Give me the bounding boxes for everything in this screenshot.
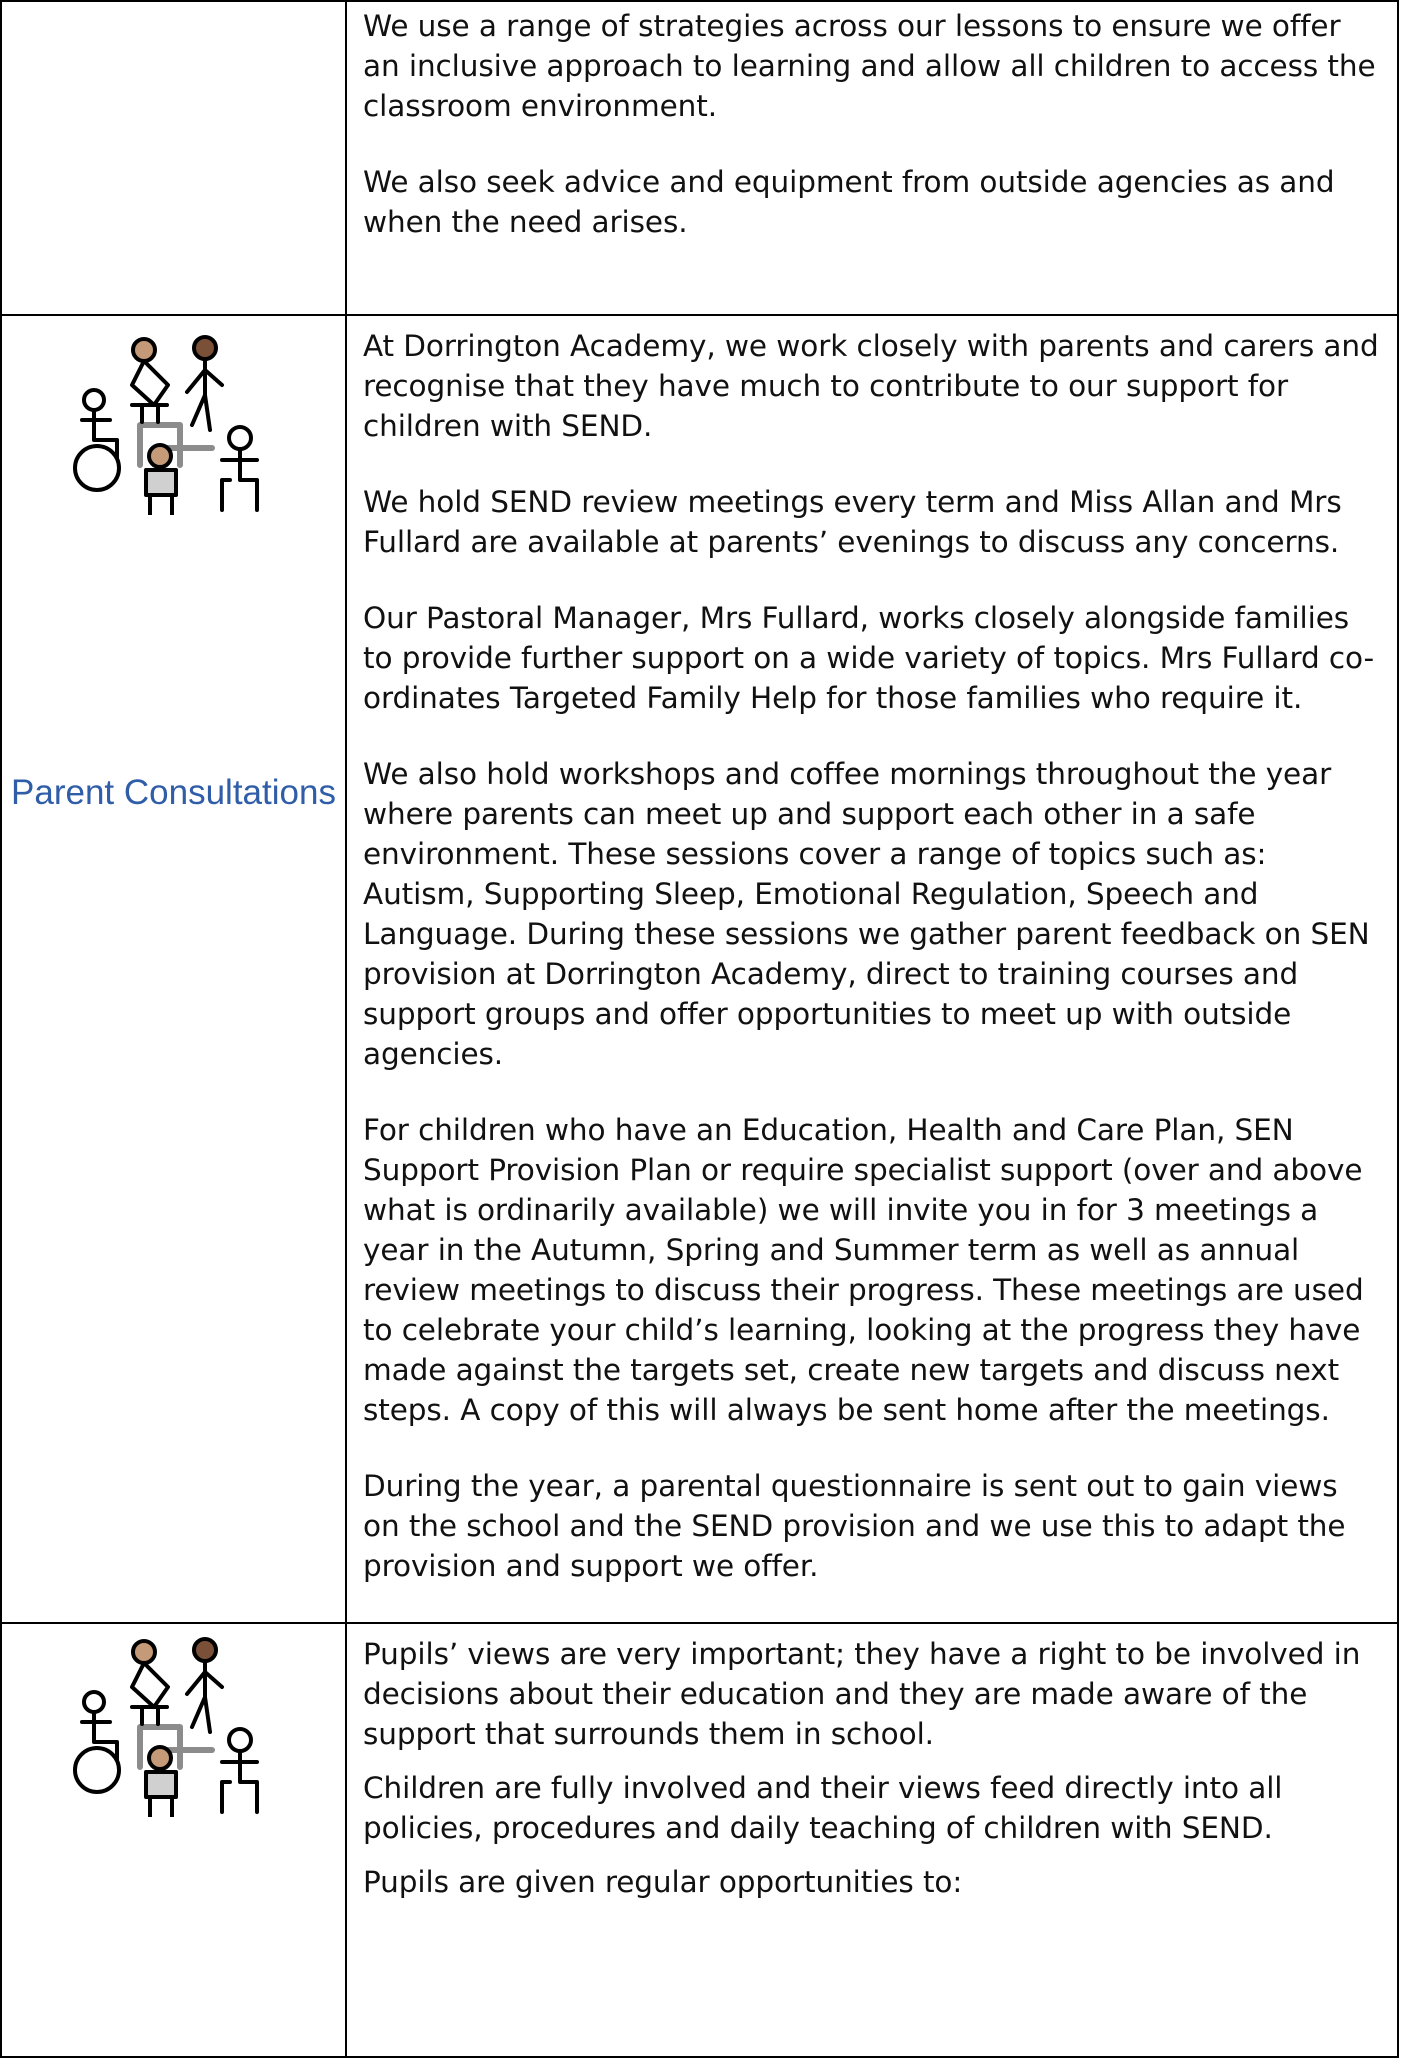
paragraph: We also seek advice and equipment from outside agencies as and when the need arises. <box>363 165 1335 239</box>
row-content-cell <box>346 1623 1398 2057</box>
paragraph: We use a range of strategies across our lessons to ensure we offer an inclusive approach to learning and allow all children to access the classroom environment. <box>363 9 1376 123</box>
row-content-cell <box>346 1 1398 315</box>
table-row-inclusive-strategies <box>1 1 1398 315</box>
table-row-parent-consultations <box>1 315 1398 1623</box>
section-label-parent-consultations: Parent Consultations <box>11 773 336 812</box>
group-meeting-icon <box>72 330 277 515</box>
paragraph: Children are fully involved and their views feed directly into all policies, procedures and daily teaching of children with SEND. <box>363 1771 1283 1845</box>
paragraph: At Dorrington Academy, we work closely with parents and carers and recognise that they have much to contribute to our support for children with SEND. <box>363 329 1379 443</box>
paragraph: During the year, a parental questionnaire is sent out to gain views on the school and the SEND provision and we use this to adapt the provision and support we offer. <box>363 1469 1346 1583</box>
paragraph: Pupils are given regular opportunities to: <box>363 1865 963 1899</box>
paragraph: We also hold workshops and coffee mornings throughout the year where parents can meet up and support each other in a safe environment. These sessions cover a range of topics such as: Autism, Supporting Sleep, Emotional Regulation, Speech and Language. During these sessions we gather parent feedback on SEN provision at Dorrington Academy, direct to training courses and support groups and offer opportunities to meet up with outside agencies. <box>363 757 1370 1071</box>
paragraph: Pupils’ views are very important; they have a right to be involved in decisions about their education and they are made aware of the support that surrounds them in school. <box>363 1637 1361 1751</box>
paragraph: For children who have an Education, Health and Care Plan, SEN Support Provision Plan or require specialist support (over and above what is ordinarily available) we will invite you in for 3 meetings a year in the Autumn, Spring and Summer term as well as annual review meetings to discuss their progress. These meetings are used to celebrate your child’s learning, looking at the progress they have made against the targets set, create new targets and discuss next steps. A copy of this will always be sent home after the meetings. <box>363 1113 1364 1427</box>
row-content-cell <box>346 315 1398 1623</box>
paragraph: We hold SEND review meetings every term and Miss Allan and Mrs Fullard are available at parents’ evenings to discuss any concerns. <box>363 485 1342 559</box>
row-label-cell <box>1 1623 346 2057</box>
paragraph: Our Pastoral Manager, Mrs Fullard, works closely alongside families to provide further support on a wide variety of topics. Mrs Fullard co-ordinates Targeted Family Help for those families who require it. <box>363 601 1375 715</box>
group-meeting-icon <box>72 1632 277 1817</box>
row-label-cell <box>1 315 346 1623</box>
row-label-cell-empty <box>1 1 346 315</box>
table-row-pupil-views <box>1 1623 1398 2057</box>
